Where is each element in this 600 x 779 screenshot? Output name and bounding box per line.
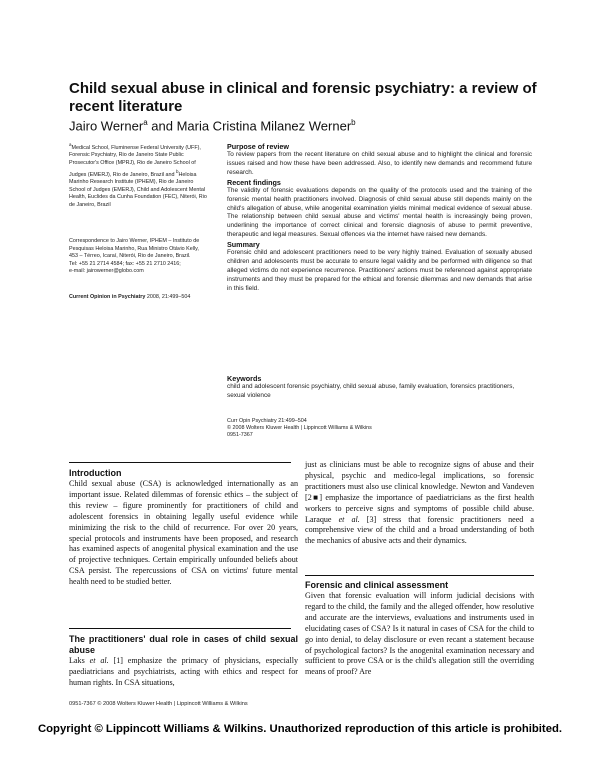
- keywords-heading: Keywords: [227, 374, 262, 383]
- keywords-text: child and adolescent forensic psychiatry, child sexual abuse, family evaluation, forensics practitioners, sexual violence: [227, 383, 515, 399]
- journal-name: Current Opinion in Psychiatry: [69, 294, 146, 300]
- copyright-notice: Copyright © Lippincott Williams & Wilkins. Unauthorized reproduction of this article is prohibited.: [37, 723, 563, 735]
- author-name: Jairo Werner: [69, 118, 144, 134]
- section-rule: [69, 628, 291, 629]
- paragraph-forensic-assessment: Given that forensic evaluation will inform judicial decisions with regard to the child, the family and the alleged offender, how resolutive and accurate are the interviews, evaluations and instruments used in elucidating cases of CSA? Is it natural in cases of CSA for the child to go into denial, to delay disclosure or even recant a statement because of psychological factors? Is the anogenital examination necessary and sufficient to prove CSA or is the child's allegation still the overriding means of proof? Are: [305, 591, 534, 677]
- section-rule: [305, 575, 534, 576]
- meta-line: © 2008 Wolters Kluwer Health | Lippincott Williams & Wilkins: [227, 425, 372, 431]
- author-list: [69, 115, 356, 133]
- journal-citation: [69, 294, 219, 301]
- affiliations: [69, 141, 209, 209]
- citation-volume: 2008, 21:499–504: [145, 294, 191, 300]
- affiliation-mark: b: [175, 168, 179, 174]
- abstract-heading-summary: Summary: [227, 240, 260, 250]
- issn-footer: 0951-7367 © 2008 Wolters Kluwer Health | Lippincott Williams & Wilkins: [69, 701, 248, 707]
- affiliation-mark: a: [69, 142, 72, 147]
- abstract-heading-findings: Recent findings: [227, 177, 281, 187]
- paragraph-introduction: Child sexual abuse (CSA) is acknowledged internationally as an important issue. Related dilemmas of forensic ethics – the subject of this review – figure prominently for practitioners of child and adolescent forensics in obtaining legally useful evidence while minimizing the risk to the child of recurrence. For over 20 years, special protocols and instruments have been proposed, and research has examined aspects of anogenital physical examination and the use of projective techniques. Certain empirically unfounded beliefs about CSA persist. The repercussions of CSA on victims' future mental health need to be studied better.: [69, 479, 298, 587]
- section-rule: [69, 462, 291, 463]
- section-heading-forensic-assessment: Forensic and clinical assessment: [305, 580, 449, 590]
- correspondence-block: [69, 238, 209, 276]
- section-heading-introduction: Introduction: [69, 468, 122, 478]
- body-column-right: [305, 460, 534, 547]
- section-heading-dual-role: The practitioners' dual role in cases of child sexual abuse: [69, 634, 298, 655]
- abstract-heading-purpose: Purpose of review: [227, 142, 289, 151]
- body-column-right-lower: [305, 580, 534, 678]
- abstract-text-purpose: To review papers from the recent literature on child sexual abuse and to highlight the clinical and forensic issues raised and how these have been addressed. Also, to identify new demands and recommend future research.: [227, 151, 532, 176]
- body-column-left-lower: [69, 634, 298, 689]
- publication-meta: [227, 418, 532, 439]
- abstract: [227, 142, 532, 294]
- meta-line: 0951-7367: [227, 432, 253, 438]
- article-title: Child sexual abuse in clinical and forensic psychiatry: a review of recent literature: [69, 80, 537, 115]
- body-column-left: [69, 468, 298, 588]
- keywords: [227, 374, 532, 401]
- correspondence-address: Correspondence to Jairo Werner, IPHEM – Instituto de Pesquisas Heloisa Marinho, Rua Ministro Otávio Kelly, 453 – Térreo, Icaraí, Niterói, Rio de Janeiro, Brazil.: [69, 238, 200, 260]
- affiliation-text: Medical School, Fluminense Federal University (UFF), Forensic Psychiatry, Rio de Janeiro State Public Prosecutor's Office (MPRJ), Rio de Janeiro School of Judges (EMERJ), Rio de Janeiro, Brazil and: [69, 144, 201, 178]
- abstract-text-findings: The validity of forensic evaluations depends on the quality of the protocols used and the training of the forensic mental health practitioners involved. Diagnosis of child sexual abuse still depends mainly on the child's allegation of abuse, while anogenital examination yields minimal medical evidence of sexual abuse. The relationship between child sexual abuse and victims' mental health is increasingly being proven, underlining the importance of correct clinical and forensic diagnosis of abuse to permit preventive, therapeutic and legal measures. Sexual offences via the internet have raised new demands.: [227, 186, 532, 239]
- affiliation-text: Heloisa Marinho Research Institute (IPHEM), Rio de Janeiro School of Judges (EMERJ), Child and Adolescent Mental Health, Euclides da Cunha Foundation (FEC), Niterói, Rio de Janeiro, Brazil: [69, 171, 207, 208]
- meta-line: Curr Opin Psychiatry 21:499–504: [227, 418, 307, 424]
- author-name: Maria Cristina Milanez Werner: [176, 118, 352, 134]
- correspondence-email: e-mail: jairowerner@globo.com: [69, 268, 144, 275]
- paragraph-dual-role: Laks et al. [1] emphasize the primacy of physicians, especially paediatricians and psychiatrists, acting with ethics and respect for human rights. In CSA situations,: [69, 656, 298, 687]
- author-affiliation-mark: a: [143, 118, 148, 127]
- paragraph-clinicians: just as clinicians must be able to recognize signs of abuse and their physical, psychic and medico-legal implications, so forensic practitioners must also use clinical knowledge. Newton and Vandeven [2■] emphasize the importance of paediatricians as the first health workers to perceive signs and symptoms of possible child abuse. Laraque et al. [3] stress that forensic practitioners need a comprehensive view of the child and a broad understanding of both the mechanics of abusive acts and their dynamics.: [305, 460, 534, 546]
- correspondence-phone: Tel: +55 21 2714 4584; fax: +55 21 2710 2416;: [69, 260, 181, 267]
- author-separator: and: [147, 118, 177, 134]
- abstract-text-summary: Forensic child and adolescent practitioners need to be very highly trained. Evaluation of sexually abused children and adolescents must be accurate to ensure legal validity and be performed with diligence so that alleged victims do not experience recurrence. Practitioners' actions must be referenced against appropriate instruments and they must be prepared for the ethical and forensic dilemmas and new demands that arise in this field.: [227, 249, 532, 292]
- author-affiliation-mark: b: [351, 118, 356, 127]
